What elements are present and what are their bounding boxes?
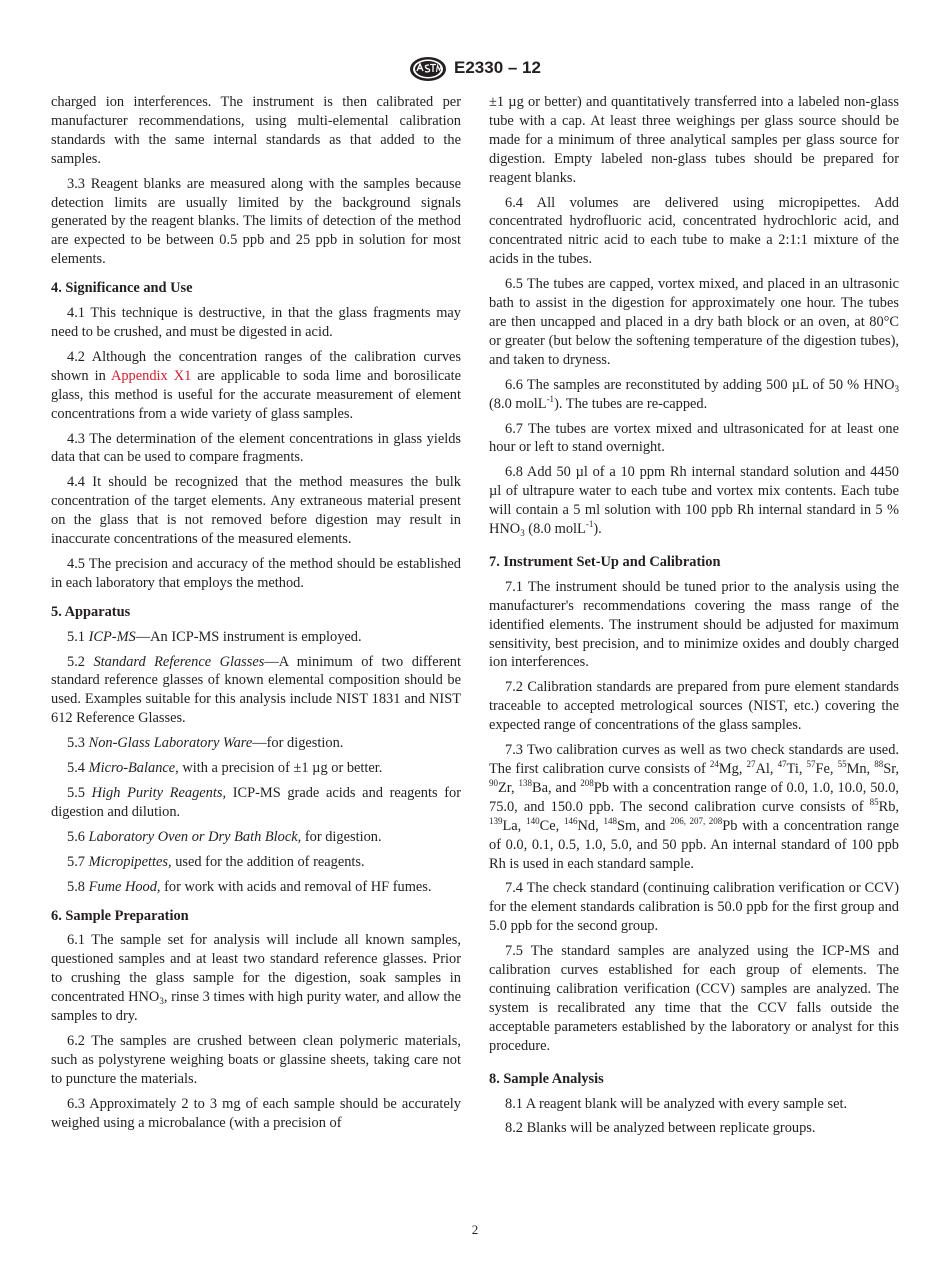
paragraph-6-6: 6.6 The samples are reconstituted by adding 500 µL of 50 % $HNO_3$ (8.0 molL$^{-1}$). The tubes are re-capped. [489,376,899,412]
paragraph-5-6: 5.6 Laboratory Oven or Dry Bath Block, for digestion. [67,828,382,845]
section-heading-6: 6. Sample Preparation [51,907,189,924]
paragraph-7-5: 7.5 The standard samples are analyzed using the ICP-MS and calibration curves established for each group of elements. The continuing calibration verification (CCV) samples are analyzed. The system is recalibrated any time that the CCV falls outside the acceptable parameters established by the laboratory or analyst for this procedure. [489,943,899,1054]
left-column [51,93,461,1139]
paragraph-6-7: 6.7 The tubes are vortex mixed and ultrasonicated for at least one hour or left to stand overnight. [489,420,899,456]
paragraph-4-1: 4.1 This technique is destructive, in that the glass fragments may need to be crushed, and must be digested in acid. [51,305,461,340]
paragraph-3-3: 3.3 Reagent blanks are measured along with the samples because detection limits are usually limited by the background signals generated by the reagent blanks. The limits of detection of the method are expected to be between 0.5 ppb and 25 ppb in solution for most elements. [51,175,461,268]
right-column [489,93,899,1144]
paragraph-6-3-continued: ±1 µg or better) and quantitatively transferred into a labeled non-glass tube with a cap. At least three weighings per glass source should be made for a minimum of three analytical samples per glass source for digestion. Empty labeled non-glass tubes should be prepared for reagent blanks. [489,94,899,186]
paragraph-6-3: 6.3 Approximately 2 to 3 mg of each sample should be accurately weighed using a microbalance (with a precision of [51,1095,461,1131]
paragraph-6-2: 6.2 The samples are crushed between clean polymeric materials, such as polystyrene weighing boats or glassine sheets, taking care not to puncture the materials. [51,1032,461,1087]
paragraph-5-1: 5.1 ICP-MS—An ICP-MS instrument is employed. [67,628,362,645]
paragraph-5-3: 5.3 Non-Glass Laboratory Ware—for digestion. [67,735,344,752]
paragraph-7-1: 7.1 The instrument should be tuned prior to the analysis using the manufacturer's recommendations covering the mass range of the identified elements. The instrument should be adjusted for maximum sensitivity, best precision, and to minimize oxides and doubly charged ion interferences. [489,578,899,671]
paragraph-6-5: 6.5 The tubes are capped, vortex mixed, and placed in an ultrasonic bath to assist in the digestion for approximately one hour. The tubes are then uncapped and placed in a dry bath block or an oven, at 80°C or greater (but below the softening temperature of the digestion tubes), and taken to dryness. [489,276,899,368]
page-header [0,56,950,86]
paragraph-6-4: 6.4 All volumes are delivered using micropipettes. Add concentrated hydrofluoric acid, concentrated hydrochloric acid, and concentrated nitric acid to each tube to make a 2:1:1 mixture of the acids in the tubes. [489,194,899,268]
section-heading-4: 4. Significance and Use [51,280,193,297]
paragraph-3-2-continued: charged ion interferences. The instrument is then calibrated per manufacturer recommendations, using multi-elemental calibration standards with the same internal standards as that added to the samples. [51,94,461,167]
paragraph-8-2: 8.2 Blanks will be analyzed between replicate groups. [505,1120,816,1137]
section-heading-8: 8. Sample Analysis [489,1070,604,1087]
paragraph-5-5: 5.5 High Purity Reagents, ICP-MS grade acids and reagents for digestion and dilution. [51,785,461,820]
paragraph-7-4: 7.4 The check standard (continuing calibration verification or CCV) for the element standards calibration is 50.0 ppb for the first group and 5.0 ppb for the second group. [489,880,899,935]
paragraph-5-2: 5.2 Standard Reference Glasses—A minimum of two different standard reference glasses of known elemental composition should be used. Examples suitable for this analysis include NIST 1831 and NIST 612 Reference Glasses. [51,653,461,727]
paragraph-4-5: 4.5 The precision and accuracy of the method should be established in each laboratory that employs the method. [51,555,461,591]
paragraph-5-8: 5.8 Fume Hood, for work with acids and removal of HF fumes. [67,878,432,895]
paragraph-4-3: 4.3 The determination of the element concentrations in glass yields data that can be used to compare fragments. [51,430,461,466]
paragraph-6-1: 6.1 The sample set for analysis will include all known samples, questioned samples and at least two standard reference glasses. Prior to crushing the glass sample for the digestion, soak samples in concentrated $HNO_3$, rinse 3 times with high purity water, and allow the samples to dry. [51,932,461,1025]
paragraph-7-3: 7.3 Two calibration curves as well as two check standards are used. The first calibration curve consists of $^{24}$Mg, $^{27}$Al, $^{47}$Ti, $^{57}$Fe, $^{55}$Mn, $^{88}$Sr, $^{90}$Zr, $^{138}$Ba, and $^{208}$Pb with a concentration range of 0.0, 1.0, 10.0, 50.0, 75.0, and 150.0 ppb. The second calibration curve consists of $^{85}$Rb, $^{139}$La, $^{140}$Ce, $^{146}$Nd, $^{148}$Sm, and $^{206, 207, 208}$Pb with a concentration range of 0.0, 0.1, 0.5, 1.0, 5.0, and 50 ppb. An internal standard of 100 ppb Rh is used in each standard sample. [489,742,900,872]
standard-designation: E2330 – 12 [454,58,541,77]
page-number: 2 [471,1222,479,1237]
paragraph-5-4: 5.4 Micro-Balance, with a precision of ±1 µg or better. [67,760,383,777]
paragraph-7-2: 7.2 Calibration standards are prepared from pure element standards traceable to accepted metrological sources (NIST, etc.) covering the expected range of concentrations of the glass samples. [489,679,899,734]
section-heading-7: 7. Instrument Set-Up and Calibration [489,553,721,570]
astm-logo-icon [409,56,447,82]
paragraph-4-2: 4.2 Although the concentration ranges of the calibration curves shown in Appendix X1 are applicable to soda lime and borosilicate glass, this method is useful for the accurate measurement of element concentrations from a wide variety of glass samples. [51,348,461,422]
paragraph-6-8: 6.8 Add 50 µl of a 10 ppm Rh internal standard solution and 4450 µl of ultrapure water to each tube and vortex mix contents. Each tube will contain a 5 ml solution with 100 ppb Rh internal standard in 5 % $HNO_3$ (8.0 molL$^{-1}$). [489,464,899,539]
paragraph-4-4: 4.4 It should be recognized that the method measures the bulk concentration of the target elements. Any extraneous material present on the glass that is not removed before digestion may result in inaccurate concentrations of the measured elements. [51,474,461,548]
section-heading-5: 5. Apparatus [51,603,131,620]
appendix-x1-link[interactable]: Appendix X1 [110,367,192,384]
paragraph-5-7: 5.7 Micropipettes, used for the addition of reagents. [67,853,365,870]
paragraph-8-1: 8.1 A reagent blank will be analyzed with every sample set. [505,1095,848,1112]
